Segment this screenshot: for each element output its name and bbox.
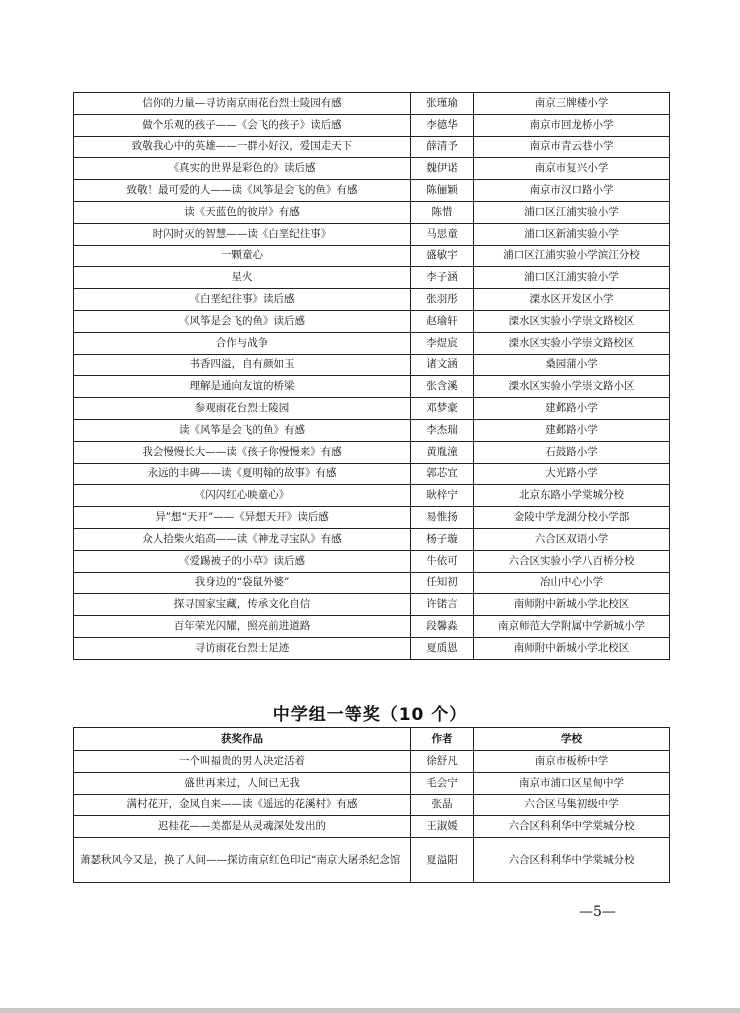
cell-work: 《真实的世界是彩色的》读后感 xyxy=(74,158,411,180)
table-row xyxy=(74,310,670,332)
cell-author: 李杰瑞 xyxy=(411,419,474,441)
award-table-middle-school xyxy=(73,727,670,883)
cell-author: 张瑾瑜 xyxy=(411,93,474,115)
cell-work: 迟桂花——美都是从灵魂深处发出的 xyxy=(74,816,411,838)
table-row xyxy=(74,180,670,202)
cell-school: 南京市回龙桥小学 xyxy=(474,114,670,136)
cell-school: 建邺路小学 xyxy=(474,398,670,420)
table-row xyxy=(74,794,670,816)
table-row xyxy=(74,267,670,289)
cell-work: 致敬！最可爱的人——读《风筝是会飞的鱼》有感 xyxy=(74,180,411,202)
cell-school: 浦口区新浦实验小学 xyxy=(474,223,670,245)
cell-school: 大光路小学 xyxy=(474,463,670,485)
cell-author: 王淑媛 xyxy=(411,816,474,838)
cell-author: 邓梦豪 xyxy=(411,398,474,420)
table-row xyxy=(74,637,670,659)
award-table-primary xyxy=(73,92,670,660)
cell-school: 南京市汉口路小学 xyxy=(474,180,670,202)
table-row xyxy=(74,93,670,115)
cell-author: 盛敏宇 xyxy=(411,245,474,267)
cell-work: 寻访雨花台烈士足迹 xyxy=(74,637,411,659)
table-header-row xyxy=(74,728,670,751)
cell-school: 溧水区开发区小学 xyxy=(474,289,670,311)
table-row xyxy=(74,772,670,794)
header-school: 学校 xyxy=(474,728,670,751)
cell-work: 满村花开，金凤自来——读《遥远的花溪村》有感 xyxy=(74,794,411,816)
cell-work: 盛世再来过，人间已无我 xyxy=(74,772,411,794)
table-row xyxy=(74,289,670,311)
table-row xyxy=(74,485,670,507)
page-number: —5— xyxy=(579,904,616,920)
cell-work: 一个叫福贵的男人决定活着 xyxy=(74,751,411,773)
table-row xyxy=(74,463,670,485)
bottom-divider xyxy=(0,1008,740,1013)
cell-author: 陈俪颖 xyxy=(411,180,474,202)
cell-work: 《白垩纪往事》读后感 xyxy=(74,289,411,311)
cell-author: 马思童 xyxy=(411,223,474,245)
table-row xyxy=(74,223,670,245)
cell-author: 张含溪 xyxy=(411,376,474,398)
cell-author: 张晶 xyxy=(411,794,474,816)
table-row xyxy=(74,816,670,838)
cell-work: 《闪闪红心映童心》 xyxy=(74,485,411,507)
cell-author: 牛依可 xyxy=(411,550,474,572)
cell-school: 浦口区江浦实验小学 xyxy=(474,267,670,289)
cell-work: 我身边的“袋鼠外婆” xyxy=(74,572,411,594)
table-row xyxy=(74,441,670,463)
cell-author: 陈惜 xyxy=(411,201,474,223)
table-row xyxy=(74,419,670,441)
cell-school: 南京师范大学附属中学新城小学 xyxy=(474,616,670,638)
cell-author: 段馨淼 xyxy=(411,616,474,638)
cell-author: 李煜宸 xyxy=(411,332,474,354)
cell-school: 六合区双语小学 xyxy=(474,528,670,550)
cell-work: 我会慢慢长大——读《孩子你慢慢来》有感 xyxy=(74,441,411,463)
cell-school: 南京市复兴小学 xyxy=(474,158,670,180)
cell-author: 黄胤潼 xyxy=(411,441,474,463)
table-row xyxy=(74,838,670,883)
cell-author: 易惟扬 xyxy=(411,507,474,529)
table-row xyxy=(74,528,670,550)
table-row xyxy=(74,158,670,180)
cell-author: 夏溢阳 xyxy=(411,838,474,883)
cell-work: 参观雨花台烈士陵园 xyxy=(74,398,411,420)
cell-school: 石鼓路小学 xyxy=(474,441,670,463)
cell-author: 杨子璇 xyxy=(411,528,474,550)
cell-author: 夏质恩 xyxy=(411,637,474,659)
cell-work: 信你的力量—寻访南京雨花台烈士陵园有感 xyxy=(74,93,411,115)
cell-work: 永远的丰碑——读《夏明翰的故事》有感 xyxy=(74,463,411,485)
cell-author: 毛会宁 xyxy=(411,772,474,794)
cell-work: 《风筝是会飞的鱼》读后感 xyxy=(74,310,411,332)
cell-school: 金陵中学龙湖分校小学部 xyxy=(474,507,670,529)
cell-work: 理解是通向友谊的桥梁 xyxy=(74,376,411,398)
cell-work: 百年荣光闪耀，照亮前进道路 xyxy=(74,616,411,638)
cell-school: 桑园蒲小学 xyxy=(474,354,670,376)
table-row xyxy=(74,332,670,354)
cell-school: 溧水区实验小学崇文路校区 xyxy=(474,310,670,332)
cell-work: 异”想“天开”——《异想天开》读后感 xyxy=(74,507,411,529)
cell-work: 一颗童心 xyxy=(74,245,411,267)
award-table-middle-school-body xyxy=(74,751,670,883)
cell-author: 赵瑜轩 xyxy=(411,310,474,332)
cell-school: 南京市板桥中学 xyxy=(474,751,670,773)
cell-school: 浦口区江浦实验小学滨江分校 xyxy=(474,245,670,267)
table-row xyxy=(74,398,670,420)
cell-school: 南师附中新城小学北校区 xyxy=(474,637,670,659)
cell-school: 南京市浦口区星甸中学 xyxy=(474,772,670,794)
table-row xyxy=(74,550,670,572)
section-title: 中学组一等奖（10 个） xyxy=(272,705,468,725)
cell-school: 溧水区实验小学崇文路校区 xyxy=(474,332,670,354)
table-row xyxy=(74,751,670,773)
cell-author: 诸文涵 xyxy=(411,354,474,376)
cell-school: 冶山中心小学 xyxy=(474,572,670,594)
cell-work: 读《风筝是会飞的鱼》有感 xyxy=(74,419,411,441)
cell-author: 李子涵 xyxy=(411,267,474,289)
table-row xyxy=(74,572,670,594)
cell-author: 徐舒凡 xyxy=(411,751,474,773)
award-table-primary-body xyxy=(74,93,670,660)
table-row xyxy=(74,507,670,529)
table-row xyxy=(74,616,670,638)
table-row xyxy=(74,136,670,158)
cell-work: 合作与战争 xyxy=(74,332,411,354)
cell-school: 南京市青云巷小学 xyxy=(474,136,670,158)
cell-school: 北京东路小学棠城分校 xyxy=(474,485,670,507)
header-work: 获奖作品 xyxy=(74,728,411,751)
cell-work: 星火 xyxy=(74,267,411,289)
cell-school: 六合区实验小学八百桥分校 xyxy=(474,550,670,572)
cell-author: 薛清予 xyxy=(411,136,474,158)
cell-work: 书香四溢，自有颜如玉 xyxy=(74,354,411,376)
table-row xyxy=(74,114,670,136)
table-row xyxy=(74,245,670,267)
cell-school: 南师附中新城小学北校区 xyxy=(474,594,670,616)
cell-school: 南京三牌楼小学 xyxy=(474,93,670,115)
cell-school: 溧水区实验小学崇文路小区 xyxy=(474,376,670,398)
table-row xyxy=(74,594,670,616)
cell-school: 六合区马集初级中学 xyxy=(474,794,670,816)
table-row xyxy=(74,354,670,376)
cell-author: 郭芯宜 xyxy=(411,463,474,485)
cell-author: 耿梓宁 xyxy=(411,485,474,507)
cell-work: 致敬我心中的英雄——一群小好汉，爱国走天下 xyxy=(74,136,411,158)
table-row xyxy=(74,376,670,398)
header-author: 作者 xyxy=(411,728,474,751)
cell-author: 张羽彤 xyxy=(411,289,474,311)
table-row xyxy=(74,201,670,223)
cell-work: 读《天蓝色的彼岸》有感 xyxy=(74,201,411,223)
cell-work: 众人拾柴火焰高——读《神龙寻宝队》有感 xyxy=(74,528,411,550)
cell-work: 萧瑟秋风今又是，换了人间——探访南京红色印记“南京大屠杀纪念馆 xyxy=(74,838,411,883)
cell-work: 探寻国家宝藏，传承文化自信 xyxy=(74,594,411,616)
cell-author: 魏伊诺 xyxy=(411,158,474,180)
cell-author: 许锘言 xyxy=(411,594,474,616)
cell-work: 做个乐观的孩子——《会飞的孩子》读后感 xyxy=(74,114,411,136)
cell-school: 浦口区江浦实验小学 xyxy=(474,201,670,223)
cell-work: 《爱踢被子的小草》读后感 xyxy=(74,550,411,572)
cell-school: 六合区科利华中学棠城分校 xyxy=(474,816,670,838)
cell-author: 李德华 xyxy=(411,114,474,136)
cell-school: 建邺路小学 xyxy=(474,419,670,441)
cell-school: 六合区科利华中学棠城分校 xyxy=(474,838,670,883)
cell-work: 时闪时灭的智慧——读《白垩纪往事》 xyxy=(74,223,411,245)
cell-author: 任知初 xyxy=(411,572,474,594)
